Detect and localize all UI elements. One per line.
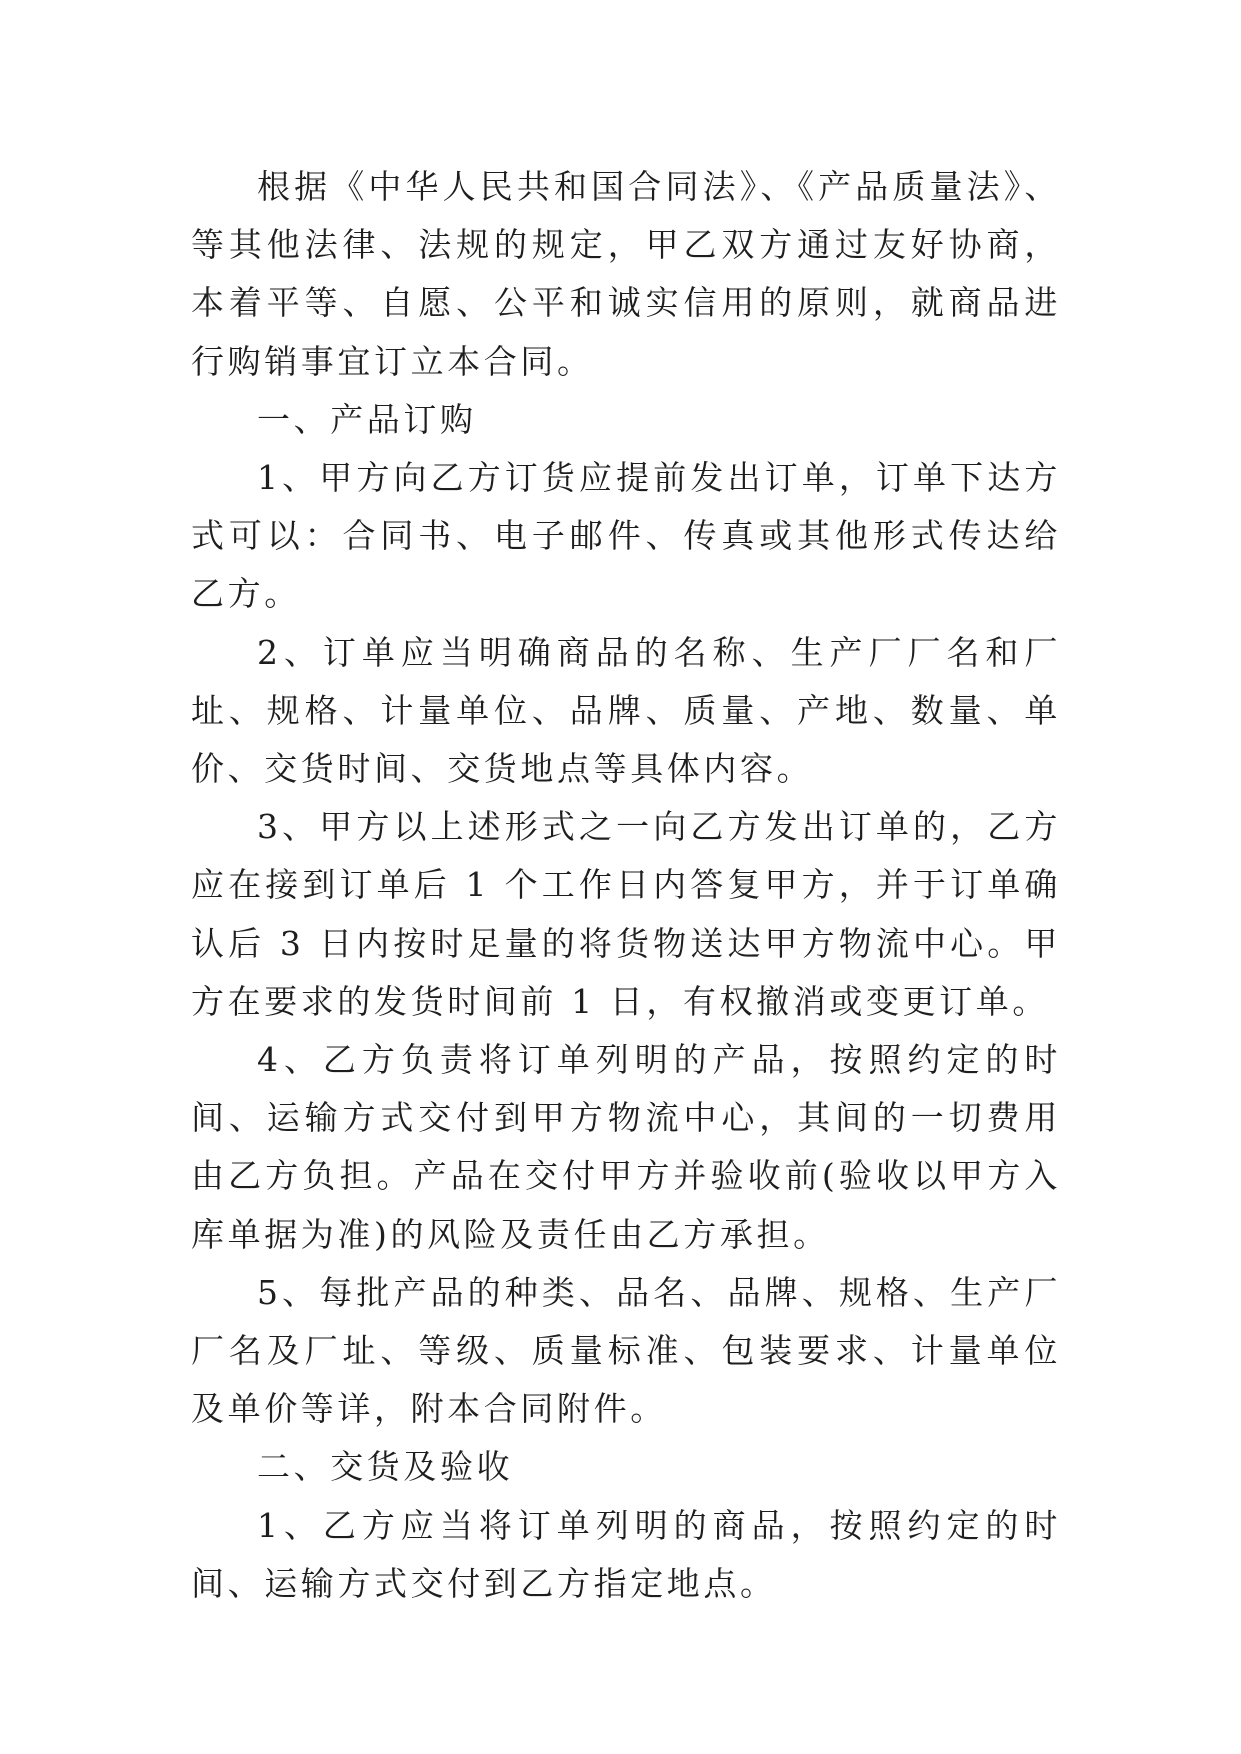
clause-1-5: 5、每批产品的种类、品名、品牌、规格、生产厂厂名及厂址、等级、质量标准、包装要求、计量单位及单价等详，附本合同附件。 [191,1272,1061,1429]
clause-1-2: 2、订单应当明确商品的名称、生产厂厂名和厂址、规格、计量单位、品牌、质量、产地、数量、单价、交货时间、交货地点等具体内容。 [191,632,1061,789]
clause-2-1: 1、乙方应当将订单列明的商品，按照约定的时间、运输方式交付到乙方指定地点。 [191,1505,1061,1603]
document-body [191,158,1061,1613]
paragraph-preamble: 根据《中华人民共和国合同法》、《产品质量法》、等其他法律、法规的规定，甲乙双方通过友好协商，本着平等、自愿、公平和诚实信用的原则，就商品进行购销事宜订立本合同。 [191,167,1061,381]
clause-1-4: 4、乙方负责将订单列明的产品，按照约定的时间、运输方式交付到甲方物流中心，其间的一切费用由乙方负担。产品在交付甲方并验收前(验收以甲方入库单据为准)的风险及责任由乙方承担。 [191,1040,1061,1254]
clause-1-3: 3、甲方以上述形式之一向乙方发出订单的，乙方应在接到订单后 1 个工作日内答复甲方，并于订单确认后 3 日内按时足量的将货物送达甲方物流中心。甲方在要求的发货时间前 1 日，有权撤消或变更订单。 [191,807,1061,1021]
section-heading-product-order: 一、产品订购 [257,399,477,439]
section-heading-delivery-acceptance: 二、交货及验收 [257,1447,514,1487]
clause-1-1: 1、甲方向乙方订货应提前发出订单，订单下达方式可以：合同书、电子邮件、传真或其他形式传达给乙方。 [191,458,1061,614]
